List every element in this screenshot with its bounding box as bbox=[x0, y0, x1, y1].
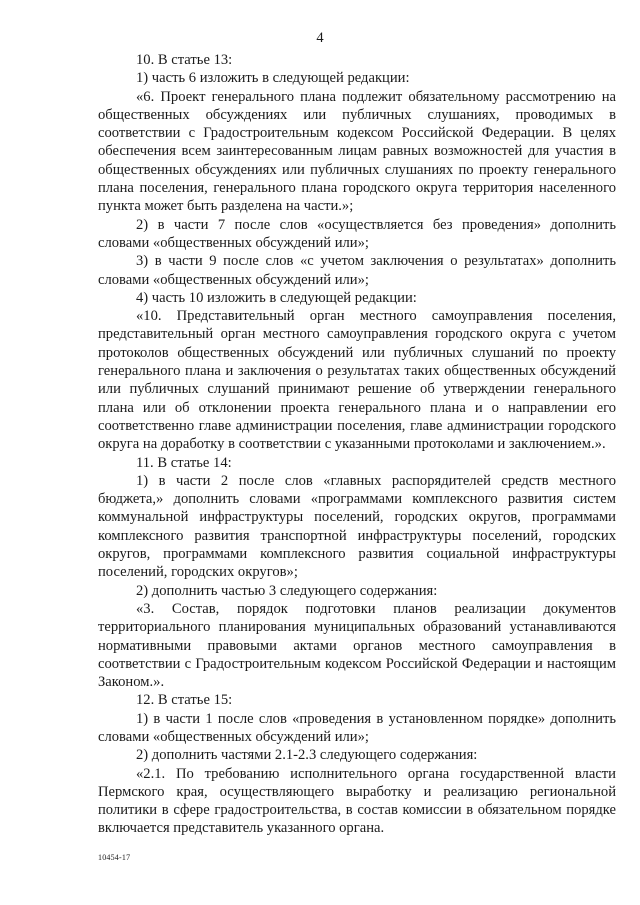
document-code: 10454-17 bbox=[98, 853, 131, 862]
paragraph-part-3-text: «3. Состав, порядок подготовки планов реализации документов территориального планирования муниципальных образований устанавливаются нормативными правовыми актами органов местного самоуправления в соответствии с Градостроительным кодексом Российской Федерации и настоящим Законом.». bbox=[98, 600, 616, 691]
paragraph-article-15-heading: 12. В статье 15: bbox=[136, 692, 233, 709]
paragraph-article-14-item-1: 1) в части 2 после слов «главных распорядителей средств местного бюджета,» дополнить словами «программами комплексного развития систем коммунальной инфраструктуры поселений, городских округов, программами комплексного развития транспортной инфраструктуры поселений, городских округов, программами комплексного развития социальной инфраструктуры поселений, городских округов»; bbox=[98, 472, 616, 581]
paragraph-article-13-heading: 10. В статье 13: bbox=[136, 52, 233, 68]
paragraph-part-2-1-text: «2.1. По требованию исполнительного органа государственной власти Пермского края, осуществляющего выработку и реализацию региональной политики в сфере градостроительства, в состав комиссии в обязательном порядке включается представитель указанного органа. bbox=[98, 765, 616, 837]
paragraph-item-3-part-9: 3) в части 9 после слов «с учетом заключения о результатах» дополнить словами «общественных обсуждений или»; bbox=[98, 253, 616, 288]
paragraph-article-15-item-1: 1) в части 1 после слов «проведения в установленном порядке» дополнить словами «общественных обсуждений или»; bbox=[98, 710, 616, 745]
paragraph-item-4-part-10: 4) часть 10 изложить в следующей редакции: bbox=[136, 289, 417, 306]
paragraph-article-14-item-2: 2) дополнить частью 3 следующего содержания: bbox=[136, 582, 438, 599]
paragraph-item-2-part-7: 2) в части 7 после слов «осуществляется без проведения» дополнить словами «общественных обсуждений или»; bbox=[98, 216, 616, 251]
page-number: 4 bbox=[316, 30, 324, 46]
paragraph-article-15-item-2: 2) дополнить частями 2.1-2.3 следующего содержания: bbox=[136, 747, 478, 764]
paragraph-part-10-text: «10. Представительный орган местного самоуправления поселения, представительный орган местного самоуправления городского округа с учетом протоколов общественных обсуждений или публичных слушаний по проекту генерального плана и заключения о результатах таких общественных обсуждений или публичных слушаний принимают решение об утверждении генерального плана или об отклонении проекта генерального плана и о направлении его соответственно главе администрации поселения, главе администрации городского округа на доработку в соответствии с указанными протоколами и заключением.». bbox=[98, 308, 616, 453]
document-body bbox=[98, 51, 616, 838]
paragraph-article-14-heading: 11. В статье 14: bbox=[136, 454, 232, 471]
paragraph-item-1-part-6: 1) часть 6 изложить в следующей редакции: bbox=[136, 70, 410, 87]
paragraph-part-6-text: «6. Проект генерального плана подлежит обязательному рассмотрению на общественных обсуждениях или публичных слушаниях, проводимых в соответствии с Градостроительным кодексом Российской Федерации. В целях обеспечения всем заинтересованным лицам равных возможностей для участия в общественных обсуждениях или публичных слушаниях по проекту генерального плана поселения, генерального плана городского округа территория населенного пункта может быть разделена на части.»; bbox=[98, 88, 616, 215]
